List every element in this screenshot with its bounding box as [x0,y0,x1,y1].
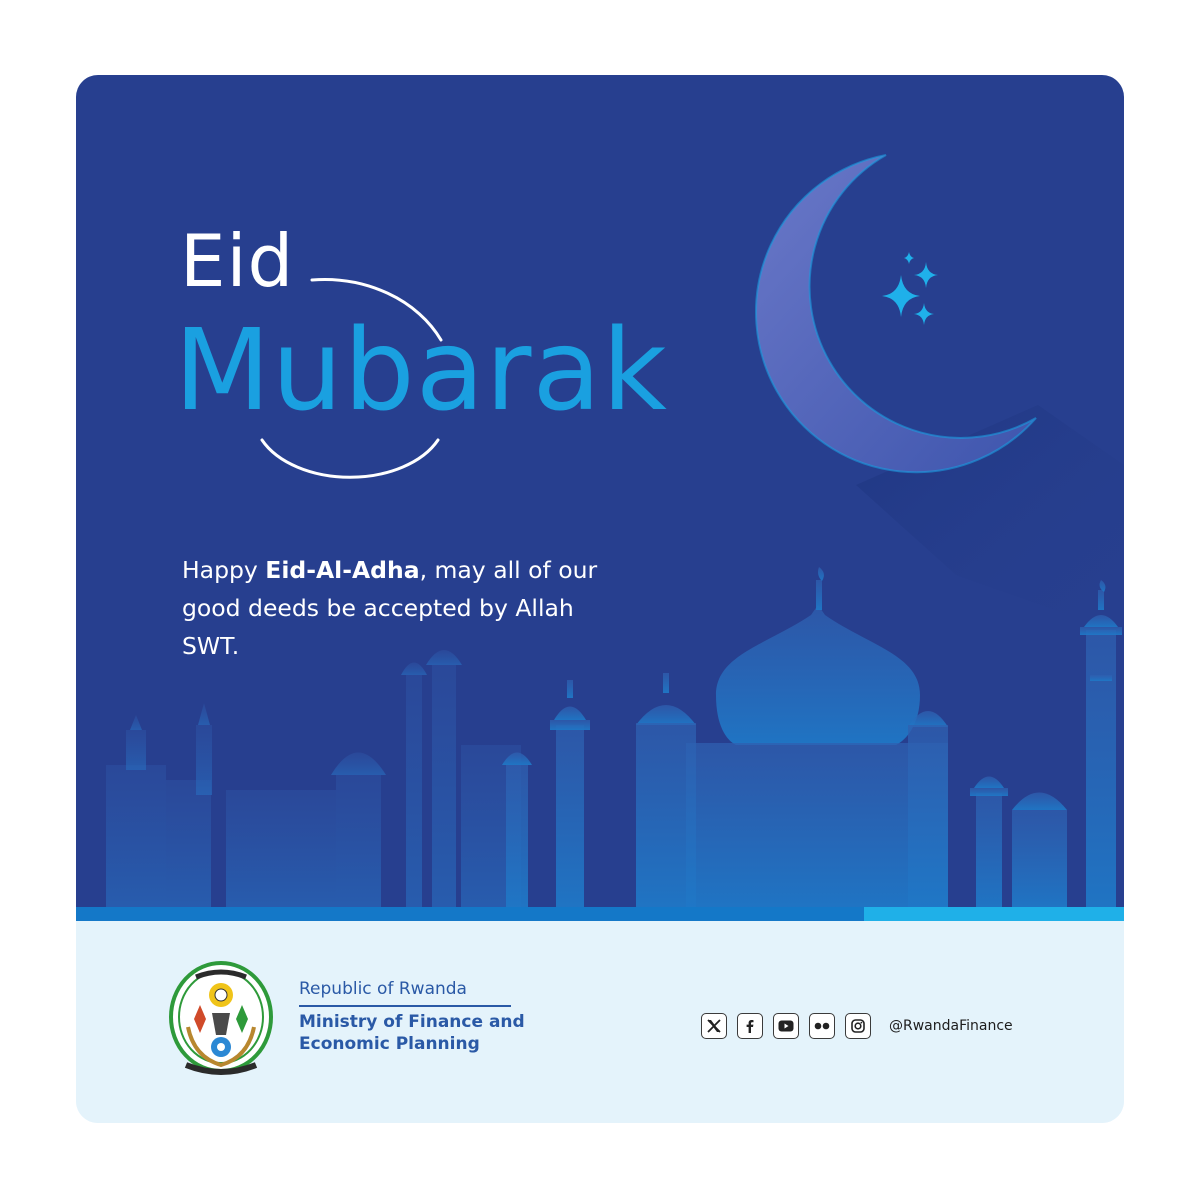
country-name: Republic of Rwanda [299,979,467,999]
greeting-card [76,75,1124,1123]
title-eid: Eid [180,219,295,303]
social-links [701,1013,1013,1039]
ministry-name: Ministry of Finance and Economic Planning [299,1012,525,1054]
accent-strip-right [864,907,1124,921]
footer-divider [299,1005,511,1007]
social-handle[interactable]: @RwandaFinance [889,1018,1013,1034]
facebook-icon[interactable] [737,1013,763,1039]
hero-banner [76,75,1124,907]
x-icon[interactable] [701,1013,727,1039]
greeting-message: Happy Eid-Al-Adha, may all of our good deeds be accepted by Allah SWT. [182,556,598,660]
rwanda-emblem-icon [166,957,276,1082]
flickr-icon[interactable] [809,1013,835,1039]
youtube-icon[interactable] [773,1013,799,1039]
title-arc-decoration [76,75,1124,907]
instagram-icon[interactable] [845,1013,871,1039]
accent-strip-left [76,907,864,921]
footer [76,921,1124,1123]
title-mubarak: Mubarak [174,306,668,436]
